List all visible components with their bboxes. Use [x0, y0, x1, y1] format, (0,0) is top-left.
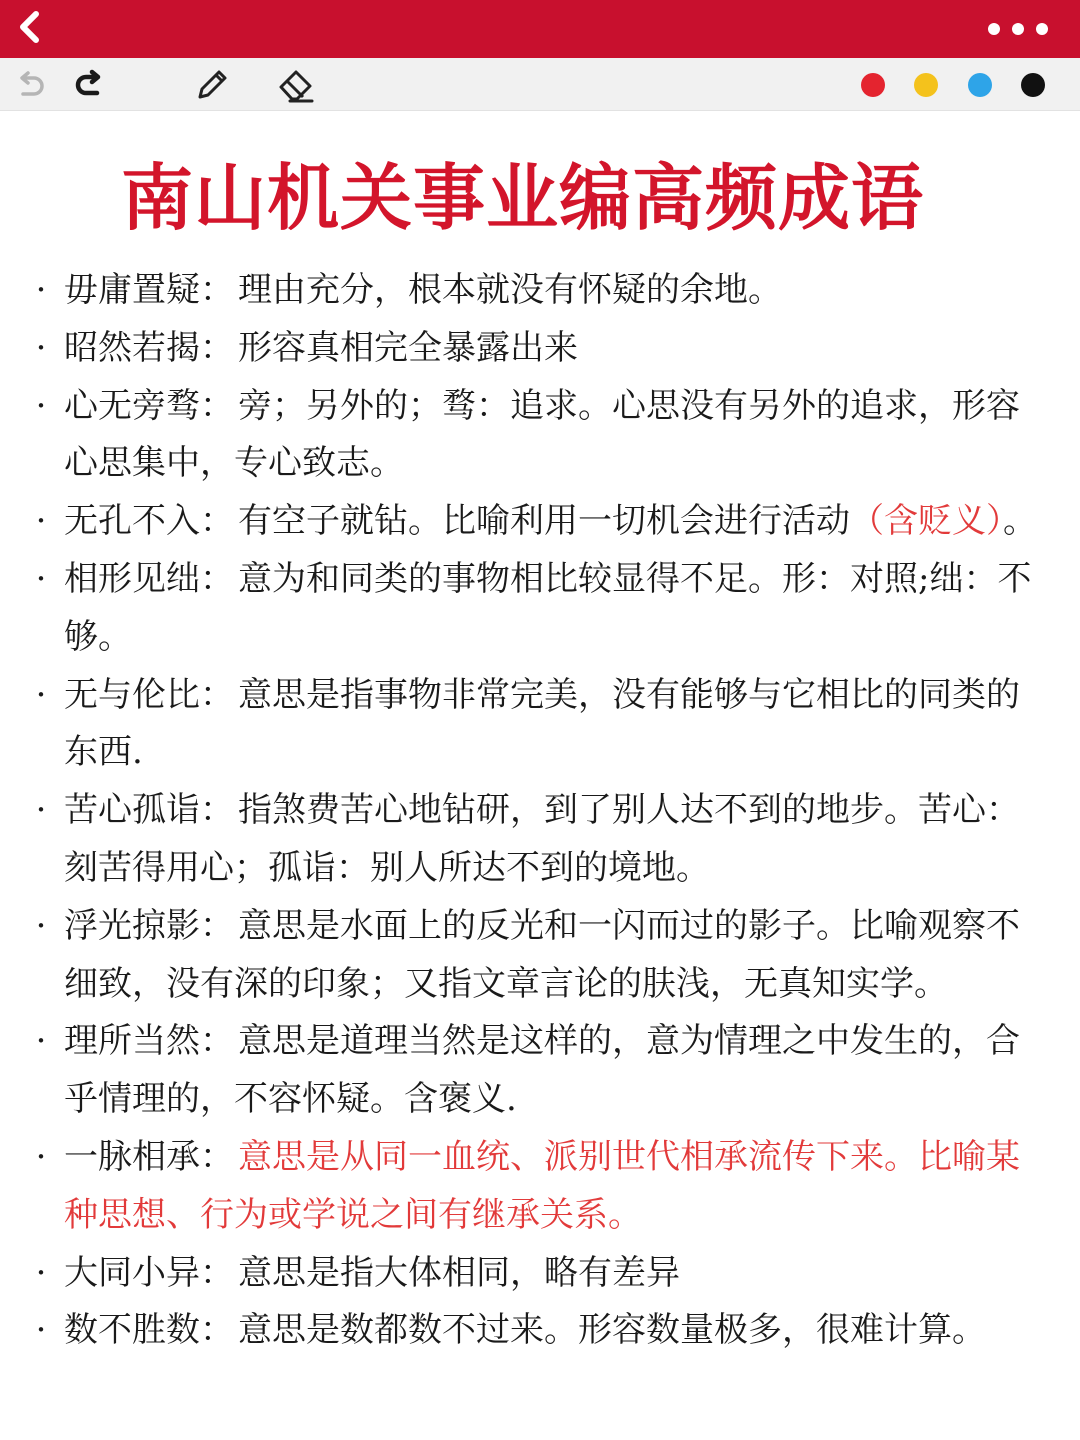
- list-item: [0, 262, 1080, 320]
- idiom-term: 无与伦比: [64, 674, 200, 715]
- list-item: [0, 1129, 1080, 1245]
- list-item: [0, 1245, 1080, 1303]
- idiom-explanation: 意思是道理当然是这样的，意为情理之中发生的，合乎情理的，不容怀疑。含褒义.: [64, 1021, 1020, 1120]
- bullet-dot: ·: [35, 674, 47, 715]
- list-item: [0, 320, 1080, 378]
- bullet-dot: ·: [35, 1252, 47, 1293]
- idiom-explanation: 有空子就钻。比喻利用一切机会进行活动: [238, 501, 850, 542]
- bullet-dot: ·: [35, 501, 47, 542]
- list-item: [0, 378, 1080, 494]
- term-separator: ：: [200, 1136, 238, 1177]
- chevron-left-icon[interactable]: [12, 9, 48, 45]
- idiom-explanation: 意为和同类的事物相比较显得不足。形：对照;绌：不够。: [64, 558, 1032, 657]
- idiom-explanation: 意思是水面上的反光和一闪而过的影子。比喻观察不细致，没有深的印象；又指文章言论的肤浅，无真知实学。: [64, 905, 1020, 1004]
- drawing-toolbar: [0, 58, 1080, 111]
- idiom-term: 毋庸置疑: [64, 270, 200, 310]
- list-item: [0, 898, 1080, 1014]
- bullet-dot: ·: [35, 905, 47, 946]
- term-separator: ：: [200, 905, 238, 946]
- color-red-swatch[interactable]: [861, 73, 885, 97]
- idiom-term: 一脉相承: [64, 1136, 200, 1177]
- term-separator: ：: [200, 270, 238, 310]
- idiom-term: 相形见绌: [64, 558, 200, 599]
- term-separator: ：: [200, 385, 238, 426]
- idiom-explanation: 意思是指事物非常完美，没有能够与它相比的同类的东西.: [64, 674, 1020, 773]
- idiom-term: 理所当然: [64, 1021, 200, 1062]
- idiom-highlight: （含贬义）: [850, 501, 1003, 542]
- bullet-dot: ·: [35, 1136, 47, 1177]
- bullet-dot: ·: [35, 558, 47, 599]
- term-separator: ：: [200, 558, 238, 599]
- page-title: 南山机关事业编高频成语: [120, 155, 924, 240]
- idiom-term: 苦心孤诣: [64, 790, 200, 831]
- idiom-term: 大同小异: [64, 1252, 200, 1293]
- top-bar: [0, 0, 1080, 58]
- term-separator: ：: [200, 790, 238, 831]
- idiom-term: 无孔不入: [64, 501, 200, 542]
- idiom-explanation: 形容真相完全暴露出来: [238, 327, 578, 368]
- term-separator: ：: [200, 327, 238, 368]
- term-separator: ：: [200, 501, 238, 542]
- idiom-highlight: 意思是从同一血统、派别世代相承流传下来。比喻某种思想、行为或学说之间有继承关系。: [64, 1136, 1020, 1235]
- idiom-term: 心无旁骛: [64, 385, 200, 426]
- idiom-term: 浮光掠影: [64, 905, 200, 946]
- list-item: [0, 782, 1080, 898]
- bullet-dot: ·: [35, 1021, 47, 1062]
- term-separator: ：: [200, 674, 238, 715]
- bullet-dot: ·: [35, 1310, 47, 1351]
- bullet-dot: ·: [35, 270, 47, 310]
- color-black-swatch[interactable]: [1021, 73, 1045, 97]
- idiom-explanation: 旁；另外的；骛：追求。心思没有另外的追求，形容心思集中，专心致志。: [64, 385, 1020, 484]
- list-item: [0, 493, 1080, 551]
- term-separator: ：: [200, 1021, 238, 1062]
- bullet-dot: ·: [35, 327, 47, 368]
- idiom-tail: 。: [1003, 501, 1037, 542]
- bullet-dot: ·: [35, 385, 47, 426]
- idiom-term: 昭然若揭: [64, 327, 200, 368]
- idiom-explanation: 意思是数都数不过来。形容数量极多，很难计算。: [238, 1310, 986, 1351]
- idiom-explanation: 指煞费苦心地钻研，到了别人达不到的地步。苦心：刻苦得用心；孤诣：别人所达不到的境地。: [64, 790, 1020, 888]
- term-separator: ：: [200, 1310, 238, 1351]
- bullet-dot: ·: [35, 790, 47, 831]
- color-yellow-swatch[interactable]: [914, 73, 938, 97]
- pen-icon[interactable]: [192, 66, 230, 104]
- list-item: [0, 667, 1080, 783]
- list-item: [0, 1302, 1080, 1360]
- list-item: [0, 1013, 1080, 1129]
- undo-icon[interactable]: [14, 70, 48, 100]
- more-dots-icon[interactable]: [986, 18, 1050, 40]
- list-item: [0, 551, 1080, 667]
- redo-icon[interactable]: [72, 69, 106, 99]
- idiom-explanation: 理由充分，根本就没有怀疑的余地。: [238, 270, 782, 310]
- color-blue-swatch[interactable]: [968, 73, 992, 97]
- term-separator: ：: [200, 1252, 238, 1293]
- idiom-list: [0, 262, 1080, 1360]
- idiom-explanation: 意思是指大体相同，略有差异: [238, 1252, 680, 1293]
- eraser-icon[interactable]: [276, 66, 316, 104]
- idiom-term: 数不胜数: [64, 1310, 200, 1351]
